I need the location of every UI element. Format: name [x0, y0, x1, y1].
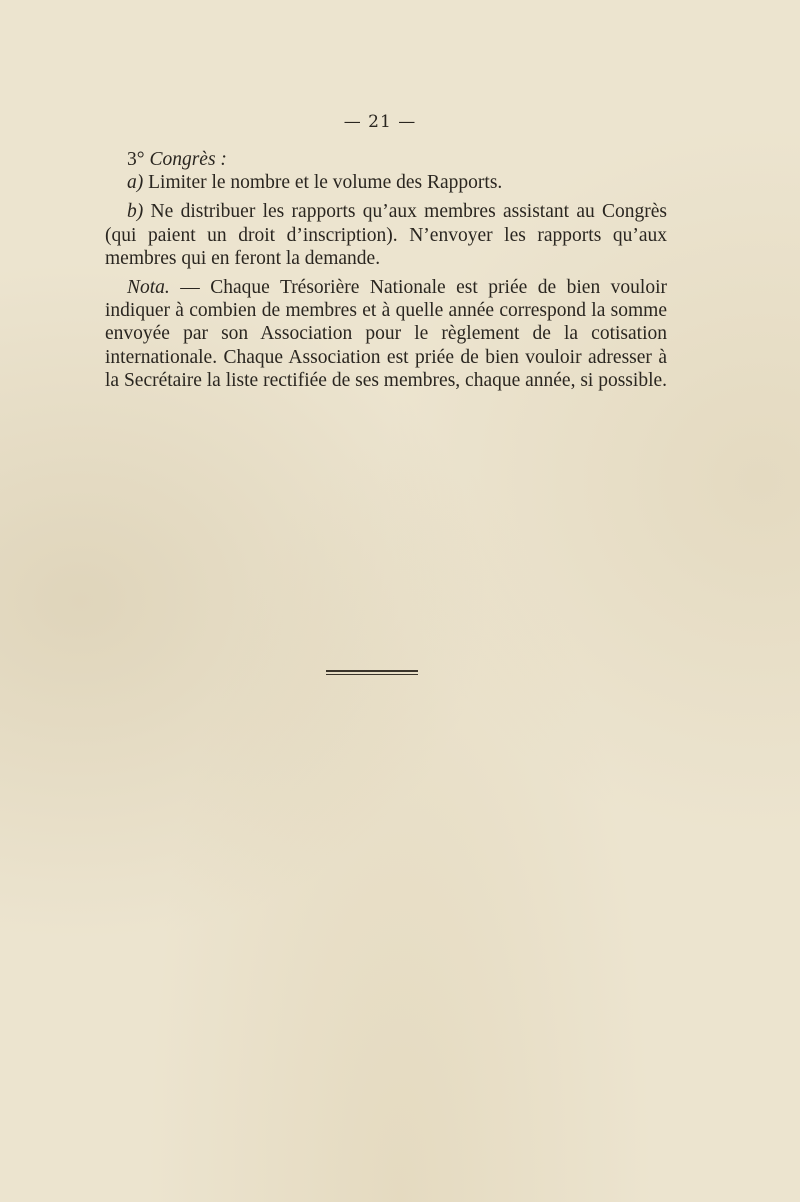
- section-title: Congrès :: [149, 149, 227, 170]
- item-marker: b): [127, 201, 144, 223]
- item-text: Ne distribuer les rapports qu’aux membres assistant au Congrès (qui paient un droit d’inscription). N’envoyer les rapports qu’aux membres qui en feront la demande.: [105, 201, 668, 269]
- item-marker: a): [127, 172, 144, 194]
- section-number: 3°: [127, 149, 145, 170]
- nota-paragraph: [105, 276, 667, 392]
- body-text: [105, 148, 667, 392]
- page-number: — 21 —: [343, 112, 417, 132]
- list-item-b: [105, 200, 667, 270]
- list-item-a: [105, 171, 667, 194]
- item-text: Limiter le nombre et le volume des Rapports.: [148, 172, 503, 194]
- end-rule: [326, 670, 418, 678]
- nota-text: — Chaque Trésorière Nationale est priée de bien vouloir indiquer à combien de membres et à quelle année correspond la somme envoyée par son Association pour le règlement de la cotisation internationale. Chaque Association est priée de bien vouloir adresser à la Secrétaire la liste rectifiée de ses membres, chaque année, si possible.: [105, 277, 668, 391]
- rule-line: [326, 674, 418, 676]
- section-heading: [105, 148, 667, 171]
- nota-label: Nota.: [127, 277, 170, 299]
- rule-line: [326, 670, 418, 672]
